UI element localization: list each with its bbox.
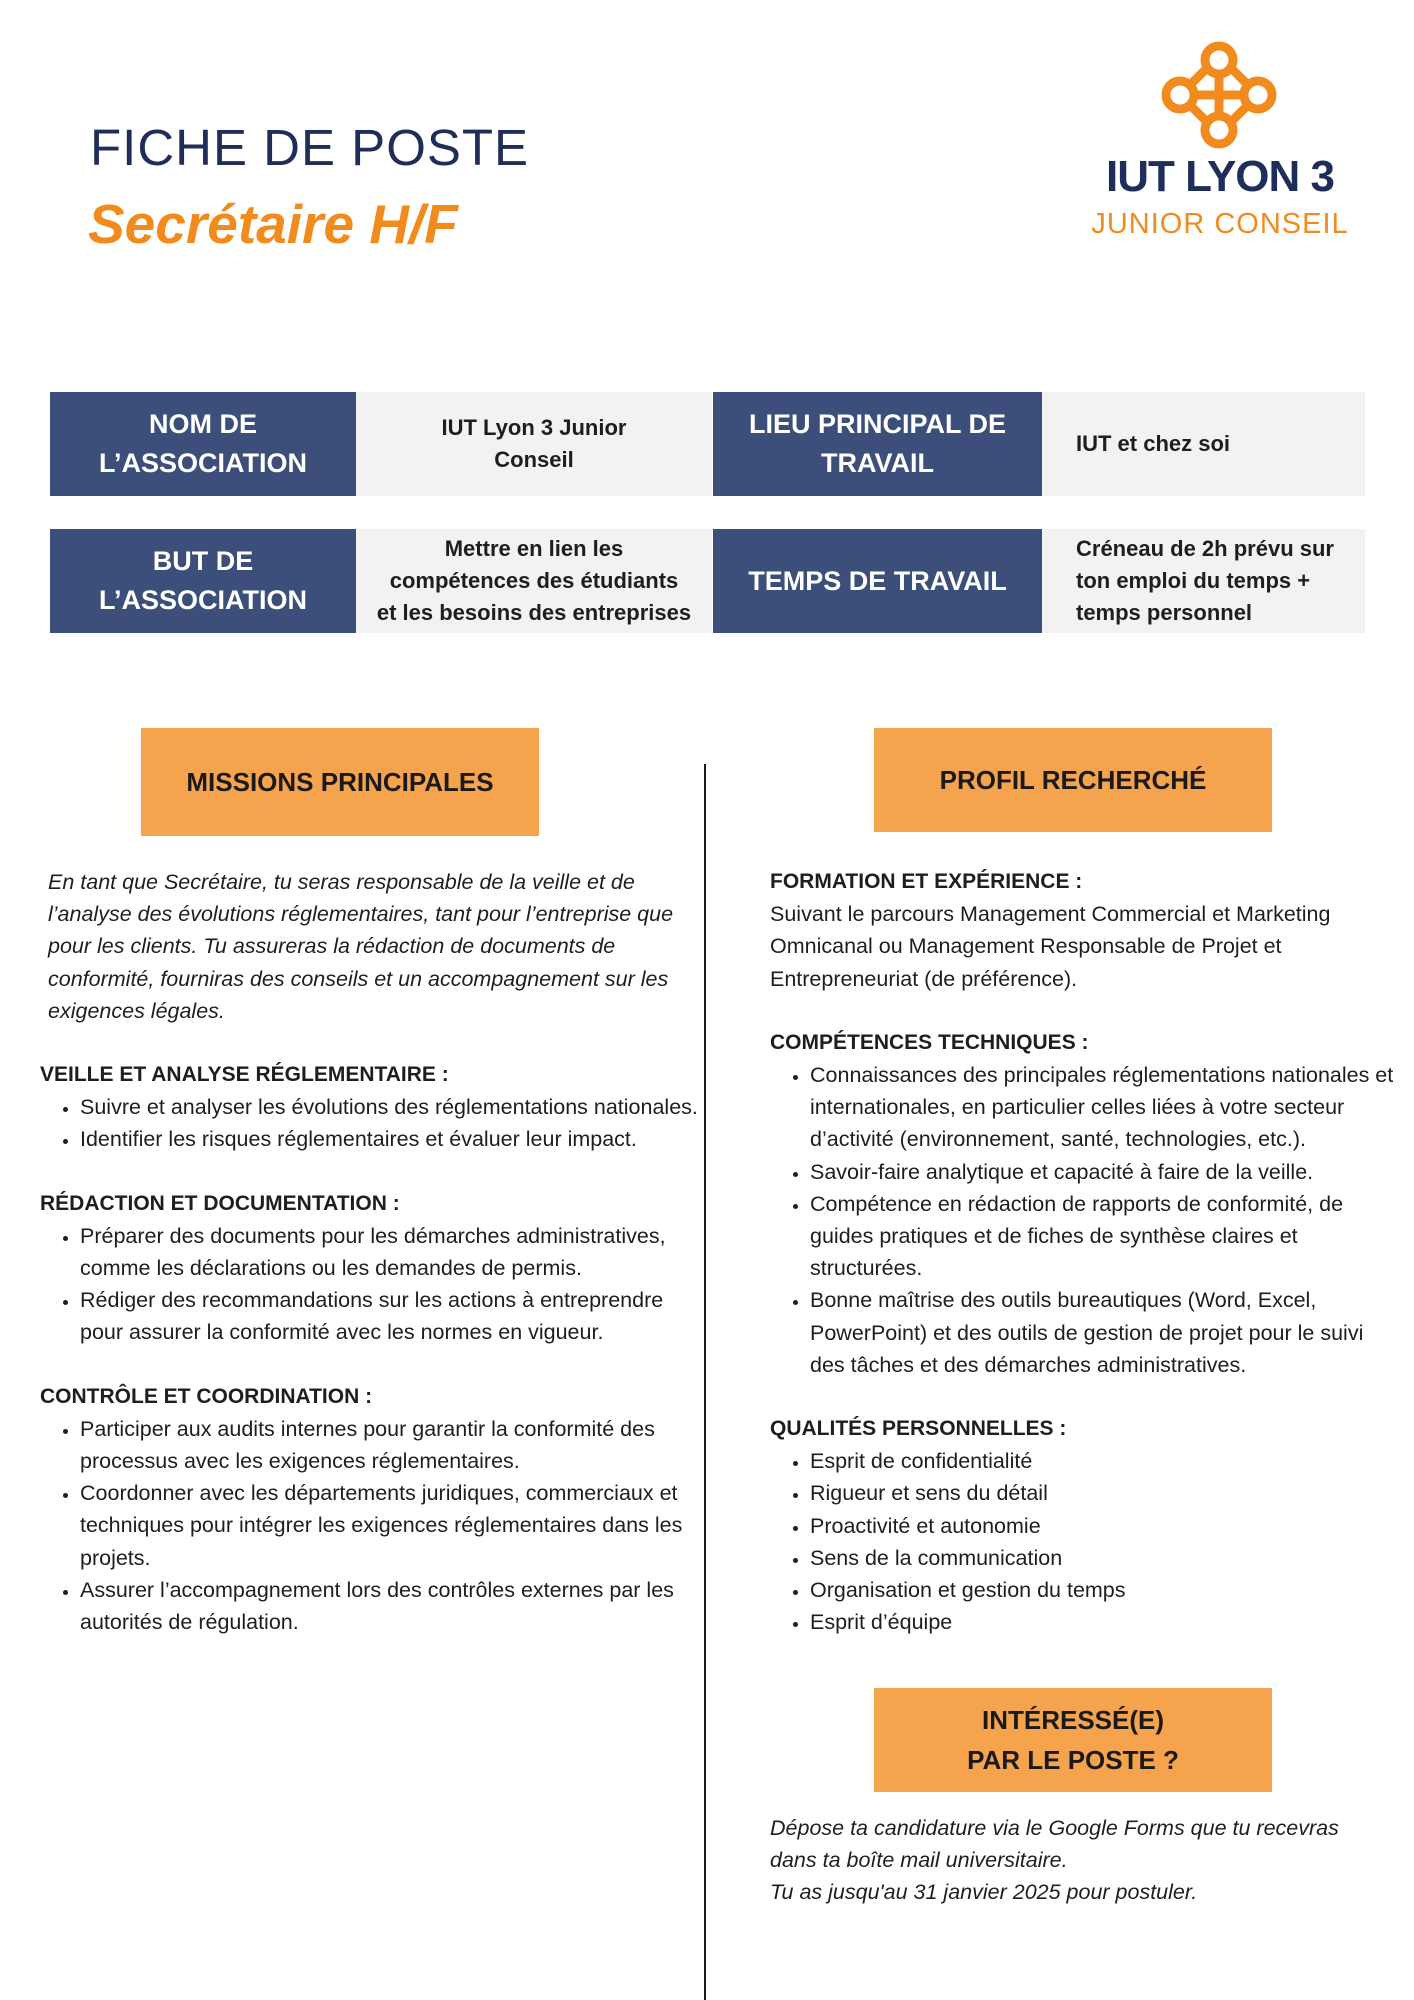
apply-instructions: Dépose ta candidature via le Google Forms que tu recevras dans ta boîte mail universitaire. (770, 1816, 1339, 1873)
section-title: COMPÉTENCES TECHNIQUES : (770, 1030, 1089, 1054)
job-title: Secrétaire H/F (88, 193, 458, 255)
list-item: • Esprit d’équipe (810, 1606, 1395, 1638)
list-item: • Esprit de confidentialité (810, 1445, 1395, 1477)
knot-icon (1160, 40, 1278, 150)
work-time-value: Créneau de 2h prévu sur ton emploi du temps + temps personnel (1042, 529, 1365, 633)
work-time-label: TEMPS DE TRAVAIL (713, 529, 1042, 633)
apply-heading: INTÉRESSÉ(E) PAR LE POSTE ? (874, 1688, 1272, 1792)
list-item: • Rigueur et sens du détail (810, 1477, 1395, 1509)
profile-column (770, 866, 1395, 1638)
section-title: FORMATION ET EXPÉRIENCE : (770, 870, 1083, 893)
missions-intro: En tant que Secrétaire, tu seras responsable de la veille et de l’analyse des évolutions réglementaires, tant pour l’entreprise que pour les clients. Tu assureras la rédaction de documents de conformité, fourniras des conseils et un accompagnement sur les exigences légales. (48, 870, 674, 1023)
list-item: • Coordonner avec les départements juridiques, commerciaux et techniques pour intégrer les exigences réglementaires dans les projets. (80, 1477, 700, 1574)
missions-column (40, 866, 700, 1638)
list-item: • Savoir-faire analytique et capacité à faire de la veille. (810, 1156, 1395, 1188)
list-item: • Organisation et gestion du temps (810, 1574, 1395, 1606)
section-title: VEILLE ET ANALYSE RÉGLEMENTAIRE : (40, 1063, 449, 1087)
section-title: CONTRÔLE ET COORDINATION : (40, 1384, 373, 1408)
list-item: • Bonne maîtrise des outils bureautiques (Word, Excel, PowerPoint) et des outils de gestion de projet pour le suivi des tâches et des démarches administratives. (810, 1284, 1395, 1381)
apply-deadline: Tu as jusqu'au 31 janvier 2025 pour postuler. (770, 1880, 1198, 1905)
apply-text (770, 1812, 1370, 1909)
bullet-list (40, 1413, 700, 1638)
association-goal-label: BUT DE L’ASSOCIATION (50, 529, 356, 633)
association-name-label: NOM DE L’ASSOCIATION (50, 392, 356, 496)
bullet-list (770, 1445, 1395, 1638)
column-divider (704, 764, 706, 2000)
profile-heading: PROFIL RECHERCHÉ (874, 728, 1272, 832)
list-item: • Proactivité et autonomie (810, 1510, 1395, 1542)
missions-heading: MISSIONS PRINCIPALES (141, 728, 539, 836)
list-item: • Connaissances des principales réglementations nationales et internationales, en particulier celles liées à votre secteur d’activité (environnement, santé, technologies, etc.). (810, 1059, 1395, 1156)
list-item: • Rédiger des recommandations sur les actions à entreprendre pour assurer la conformité avec les normes en vigueur. (80, 1284, 700, 1348)
workplace-label: LIEU PRINCIPAL DE TRAVAIL (713, 392, 1042, 496)
list-item: • Participer aux audits internes pour garantir la conformité des processus avec les exigences réglementaires. (80, 1413, 700, 1477)
bullet-list (770, 1059, 1395, 1381)
list-item: • Identifier les risques réglementaires et évaluer leur impact. (80, 1123, 700, 1155)
list-item: • Préparer des documents pour les démarches administratives, comme les déclarations ou les demandes de permis. (80, 1220, 700, 1284)
list-item: • Assurer l’accompagnement lors des contrôles externes par les autorités de régulation. (80, 1574, 700, 1638)
logo (1090, 40, 1350, 255)
list-item: • Compétence en rédaction de rapports de conformité, de guides pratiques et de fiches de synthèse claires et structurées. (810, 1188, 1395, 1285)
section-title: RÉDACTION ET DOCUMENTATION : (40, 1191, 400, 1215)
logo-name: IUT LYON 3 (1106, 152, 1334, 201)
page-title: FICHE DE POSTE (90, 119, 530, 176)
logo-tagline: JUNIOR CONSEIL (1091, 208, 1349, 240)
workplace-value: IUT et chez soi (1042, 392, 1365, 496)
list-item: • Sens de la communication (810, 1542, 1395, 1574)
formation-text: Suivant le parcours Management Commercial et Marketing Omnicanal ou Management Responsable de Projet et Entrepreneuriat (de préférence). (770, 902, 1331, 991)
list-item: • Suivre et analyser les évolutions des réglementations nationales. (80, 1091, 700, 1123)
bullet-list (40, 1220, 700, 1349)
association-name-value: IUT Lyon 3 Junior Conseil (356, 392, 712, 496)
association-goal-value: Mettre en lien les compétences des étudiants et les besoins des entreprises (356, 529, 712, 633)
bullet-list (40, 1091, 700, 1155)
section-title: QUALITÉS PERSONNELLES : (770, 1417, 1067, 1441)
